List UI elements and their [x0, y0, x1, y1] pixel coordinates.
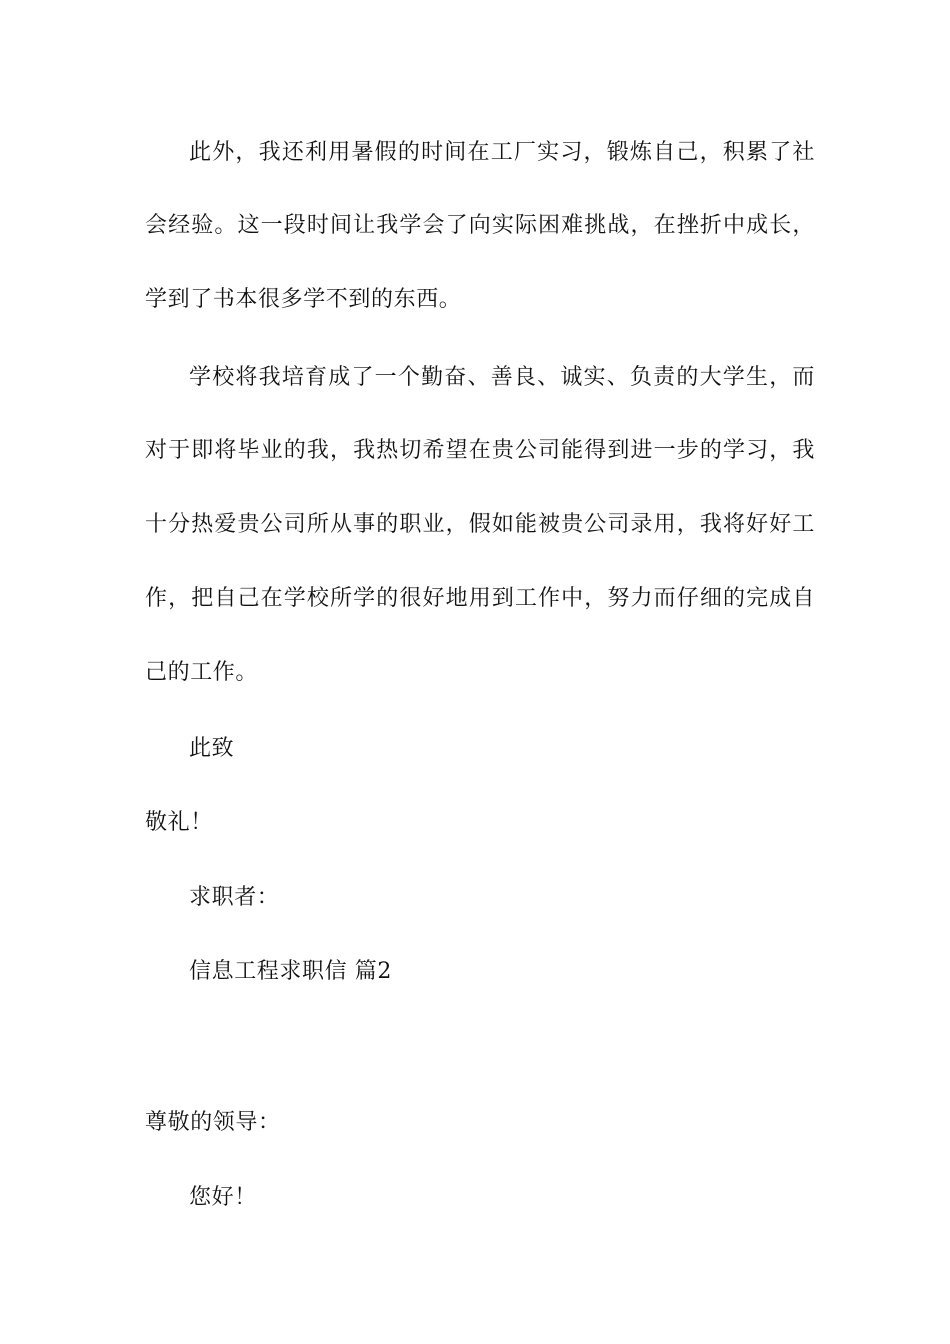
paragraph-2-line-4: 作，把自己在学校所学的很好地用到工作中，努力而仔细的完成自: [145, 586, 815, 611]
paragraph-1-line-1: 此外，我还利用暑假的时间在工厂实习，锻炼自己，积累了社: [189, 140, 815, 165]
paragraph-1-line-3: 学到了书本很多学不到的东西。: [145, 287, 462, 312]
letter-greeting: 尊敬的领导：: [145, 1110, 281, 1135]
paragraph-2-line-1: 学校将我培育成了一个勤奋、善良、诚实、负责的大学生，而: [189, 365, 815, 390]
letter-hello: 您好！: [189, 1185, 257, 1210]
closing-salutation: 此致: [189, 736, 235, 761]
section-title: 信息工程求职信 篇2: [189, 959, 392, 984]
paragraph-2-line-2: 对于即将毕业的我，我热切希望在贵公司能得到进一步的学习，我: [145, 438, 815, 463]
paragraph-1-line-2: 会经验。这一段时间让我学会了向实际困难挑战，在挫折中成长，: [145, 213, 815, 238]
closing-regards: 敬礼！: [145, 810, 213, 835]
paragraph-2-line-5: 己的工作。: [145, 660, 259, 685]
paragraph-2-line-3: 十分热爱贵公司所从事的职业，假如能被贵公司录用，我将好好工: [145, 512, 815, 537]
signature-label: 求职者：: [189, 885, 280, 910]
